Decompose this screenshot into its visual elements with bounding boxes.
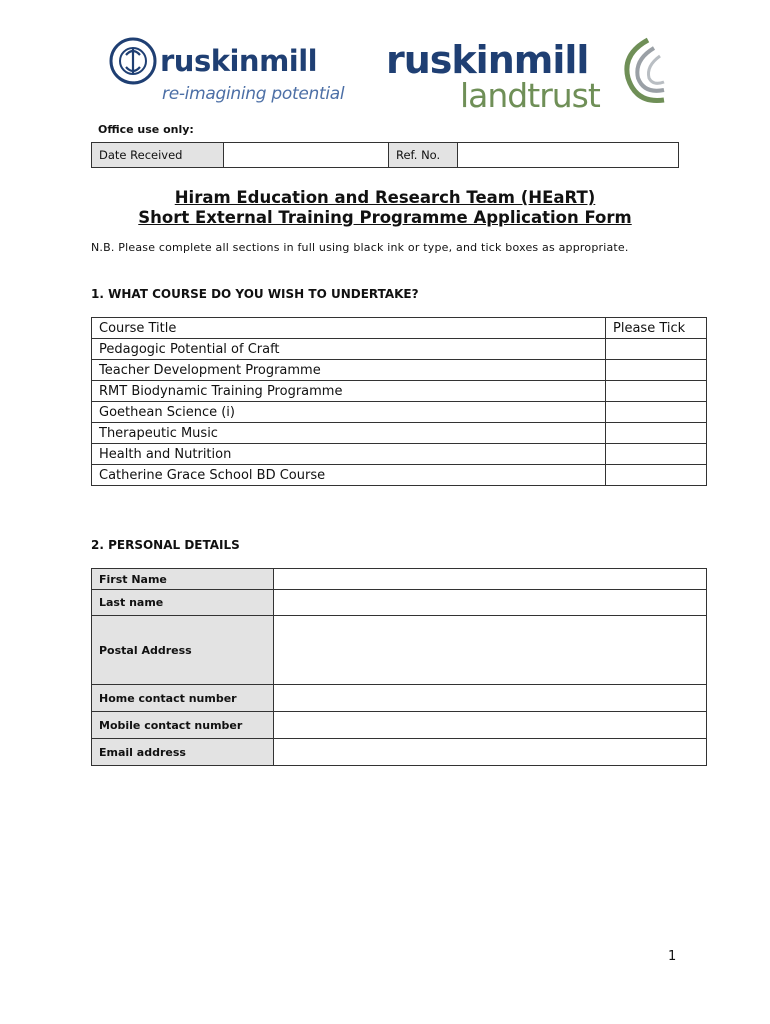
- tick-box[interactable]: [606, 402, 707, 423]
- mobile-contact-field[interactable]: [274, 712, 707, 739]
- course-name: Pedagogic Potential of Craft: [92, 339, 606, 360]
- table-row: [92, 360, 707, 381]
- last-name-label: Last name: [92, 590, 274, 616]
- instructions-note: N.B. Please complete all sections in full using black ink or type, and tick boxes as appropriate.: [91, 241, 629, 254]
- home-contact-field[interactable]: [274, 685, 707, 712]
- form-title-line2: Short External Training Programme Application Form: [138, 208, 632, 227]
- course-table-header: [92, 318, 707, 339]
- mobile-contact-label: Mobile contact number: [92, 712, 274, 739]
- tick-box[interactable]: [606, 339, 707, 360]
- ruskin-mill-emblem-icon: [108, 36, 158, 86]
- table-row: [92, 423, 707, 444]
- ruskin-mill-tagline: re-imagining potential: [162, 84, 345, 104]
- course-name: Therapeutic Music: [92, 423, 606, 444]
- table-row: [92, 402, 707, 423]
- email-field[interactable]: [274, 739, 707, 766]
- ruskin-mill-land-trust-logo: [386, 30, 676, 116]
- home-contact-label: Home contact number: [92, 685, 274, 712]
- office-use-label: Office use only:: [98, 123, 194, 136]
- land-trust-subword: landtrust: [460, 76, 600, 115]
- ref-no-field[interactable]: [458, 143, 679, 168]
- ref-no-label: Ref. No.: [389, 143, 458, 168]
- course-name: Catherine Grace School BD Course: [92, 465, 606, 486]
- tick-box[interactable]: [606, 381, 707, 402]
- tick-box[interactable]: [606, 465, 707, 486]
- ruskin-mill-wordmark: ruskinmill: [160, 44, 318, 78]
- table-row: [92, 712, 707, 739]
- col-please-tick: Please Tick: [606, 318, 707, 339]
- last-name-field[interactable]: [274, 590, 707, 616]
- course-name: Teacher Development Programme: [92, 360, 606, 381]
- table-row: [92, 569, 707, 590]
- first-name-label: First Name: [92, 569, 274, 590]
- table-row: [92, 465, 707, 486]
- form-title-line1: Hiram Education and Research Team (HEaRT): [174, 188, 596, 207]
- course-name: RMT Biodynamic Training Programme: [92, 381, 606, 402]
- land-trust-wordmark: ruskinmill: [386, 38, 589, 82]
- col-course-title: Course Title: [92, 318, 606, 339]
- section2-heading: 2. PERSONAL DETAILS: [91, 538, 240, 552]
- first-name-field[interactable]: [274, 569, 707, 590]
- table-row: [92, 444, 707, 465]
- email-label: Email address: [92, 739, 274, 766]
- tick-box[interactable]: [606, 444, 707, 465]
- date-received-field[interactable]: [224, 143, 389, 168]
- table-row: [92, 685, 707, 712]
- course-name: Goethean Science (i): [92, 402, 606, 423]
- postal-address-label: Postal Address: [92, 616, 274, 685]
- table-row: [92, 590, 707, 616]
- section1-heading: 1. WHAT COURSE DO YOU WISH TO UNDERTAKE?: [91, 287, 419, 301]
- course-table: [91, 317, 707, 486]
- date-received-label: Date Received: [92, 143, 224, 168]
- ruskin-mill-trust-logo: [104, 32, 345, 108]
- tick-box[interactable]: [606, 360, 707, 381]
- postal-address-field[interactable]: [274, 616, 707, 685]
- office-use-table: [91, 142, 679, 168]
- personal-details-table: [91, 568, 707, 766]
- tick-box[interactable]: [606, 423, 707, 444]
- page-number: 1: [668, 949, 677, 964]
- swirl-icon: [618, 34, 670, 110]
- table-row: [92, 739, 707, 766]
- table-row: [92, 616, 707, 685]
- table-row: [92, 339, 707, 360]
- table-row: [92, 381, 707, 402]
- course-name: Health and Nutrition: [92, 444, 606, 465]
